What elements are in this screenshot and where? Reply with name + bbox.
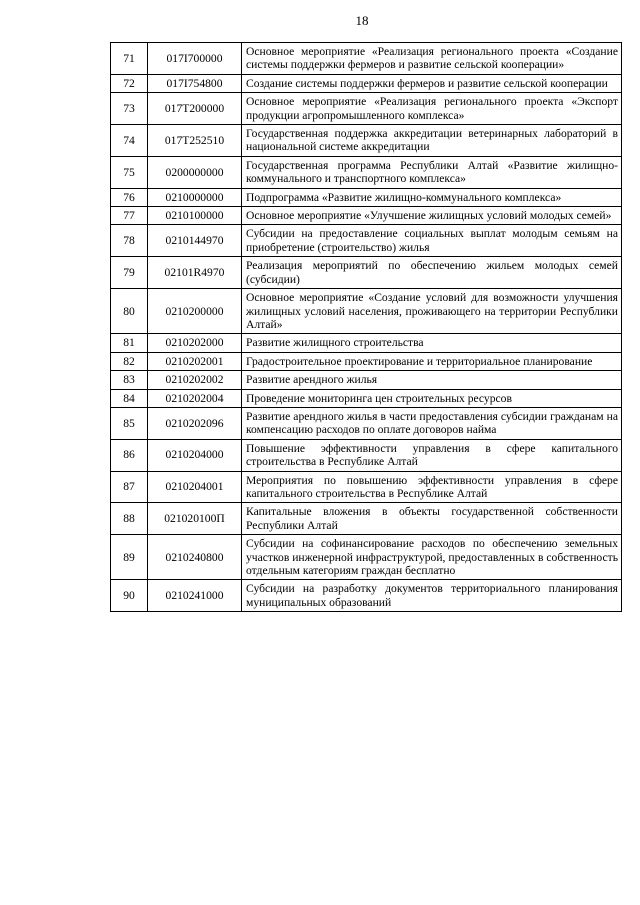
target-code-cell: 0210202004 (148, 389, 242, 407)
row-number-cell: 86 (111, 439, 148, 471)
target-code-cell: 02101R4970 (148, 257, 242, 289)
item-name-cell: Субсидии на предоставление социальных выплат молодым семьям на приобретение (строительство) жилья (242, 225, 622, 257)
table-row (111, 352, 622, 370)
row-number-cell: 81 (111, 334, 148, 352)
table-row (111, 389, 622, 407)
table-row (111, 580, 622, 612)
table-row (111, 334, 622, 352)
table-row (111, 535, 622, 580)
table-row (111, 407, 622, 439)
table-row (111, 125, 622, 157)
target-code-cell: 0210202000 (148, 334, 242, 352)
row-number-cell: 74 (111, 125, 148, 157)
row-number-cell: 90 (111, 580, 148, 612)
table-row (111, 503, 622, 535)
item-name-cell: Реализация мероприятий по обеспечению жильем молодых семей (субсидии) (242, 257, 622, 289)
target-code-cell: 017I700000 (148, 43, 242, 75)
target-code-cell: 017T252510 (148, 125, 242, 157)
target-code-cell: 0210204000 (148, 439, 242, 471)
target-code-cell: 0210200000 (148, 289, 242, 334)
budget-codes-table (110, 42, 622, 612)
item-name-cell: Проведение мониторинга цен строительных ресурсов (242, 389, 622, 407)
item-name-cell: Градостроительное проектирование и территориальное планирование (242, 352, 622, 370)
target-code-cell: 0210240800 (148, 535, 242, 580)
row-number-cell: 72 (111, 74, 148, 92)
item-name-cell: Основное мероприятие «Реализация регионального проекта «Экспорт продукции агропромышленного комплекса» (242, 93, 622, 125)
item-name-cell: Субсидии на разработку документов территориального планирования муниципальных образований (242, 580, 622, 612)
item-name-cell: Основное мероприятие «Улучшение жилищных условий молодых семей» (242, 207, 622, 225)
row-number-cell: 75 (111, 156, 148, 188)
row-number-cell: 76 (111, 188, 148, 206)
row-number-cell: 88 (111, 503, 148, 535)
table-row (111, 43, 622, 75)
table-row (111, 257, 622, 289)
item-name-cell: Мероприятия по повышению эффективности управления в сфере капитального строительства в Республике Алтай (242, 471, 622, 503)
page-number: 18 (355, 13, 369, 28)
row-number-cell: 85 (111, 407, 148, 439)
table-body (111, 43, 622, 612)
table-row (111, 156, 622, 188)
item-name-cell: Развитие арендного жилья в части предоставления субсидии гражданам на компенсацию расходов по оплате договоров найма (242, 407, 622, 439)
row-number-cell: 73 (111, 93, 148, 125)
row-number-cell: 82 (111, 352, 148, 370)
row-number-cell: 87 (111, 471, 148, 503)
row-number-cell: 83 (111, 371, 148, 389)
item-name-cell: Государственная программа Республики Алтай «Развитие жилищно-коммунального и транспортного комплекса» (242, 156, 622, 188)
table-row (111, 74, 622, 92)
row-number-cell: 78 (111, 225, 148, 257)
target-code-cell: 021020100П (148, 503, 242, 535)
table-row (111, 207, 622, 225)
row-number-cell: 89 (111, 535, 148, 580)
target-code-cell: 0210202002 (148, 371, 242, 389)
target-code-cell: 017I754800 (148, 74, 242, 92)
target-code-cell: 0210202001 (148, 352, 242, 370)
target-code-cell: 0210144970 (148, 225, 242, 257)
item-name-cell: Развитие арендного жилья (242, 371, 622, 389)
table-row (111, 439, 622, 471)
item-name-cell: Основное мероприятие «Создание условий для возможности улучшения жилищных условий населения, проживающего на территории Республики Алтай» (242, 289, 622, 334)
item-name-cell: Капитальные вложения в объекты государственной собственности Республики Алтай (242, 503, 622, 535)
target-code-cell: 0210241000 (148, 580, 242, 612)
target-code-cell: 0210000000 (148, 188, 242, 206)
table-row (111, 188, 622, 206)
item-name-cell: Развитие жилищного строительства (242, 334, 622, 352)
target-code-cell: 017T200000 (148, 93, 242, 125)
row-number-cell: 77 (111, 207, 148, 225)
table-row (111, 371, 622, 389)
row-number-cell: 80 (111, 289, 148, 334)
item-name-cell: Повышение эффективности управления в сфере капитального строительства в Республике Алтай (242, 439, 622, 471)
item-name-cell: Государственная поддержка аккредитации ветеринарных лабораторий в национальной системе аккредитации (242, 125, 622, 157)
table-row (111, 225, 622, 257)
row-number-cell: 84 (111, 389, 148, 407)
row-number-cell: 79 (111, 257, 148, 289)
table-row (111, 471, 622, 503)
item-name-cell: Субсидии на софинансирование расходов по обеспечению земельных участков инженерной инфраструктурой, предоставленных в собственность отдельным категориям граждан бесплатно (242, 535, 622, 580)
item-name-cell: Создание системы поддержки фермеров и развитие сельской кооперации (242, 74, 622, 92)
item-name-cell: Подпрограмма «Развитие жилищно-коммунального комплекса» (242, 188, 622, 206)
target-code-cell: 0200000000 (148, 156, 242, 188)
target-code-cell: 0210204001 (148, 471, 242, 503)
target-code-cell: 0210202096 (148, 407, 242, 439)
item-name-cell: Основное мероприятие «Реализация регионального проекта «Создание системы поддержки фермеров и развитие сельской кооперации» (242, 43, 622, 75)
row-number-cell: 71 (111, 43, 148, 75)
target-code-cell: 0210100000 (148, 207, 242, 225)
table-row (111, 289, 622, 334)
table-row (111, 93, 622, 125)
